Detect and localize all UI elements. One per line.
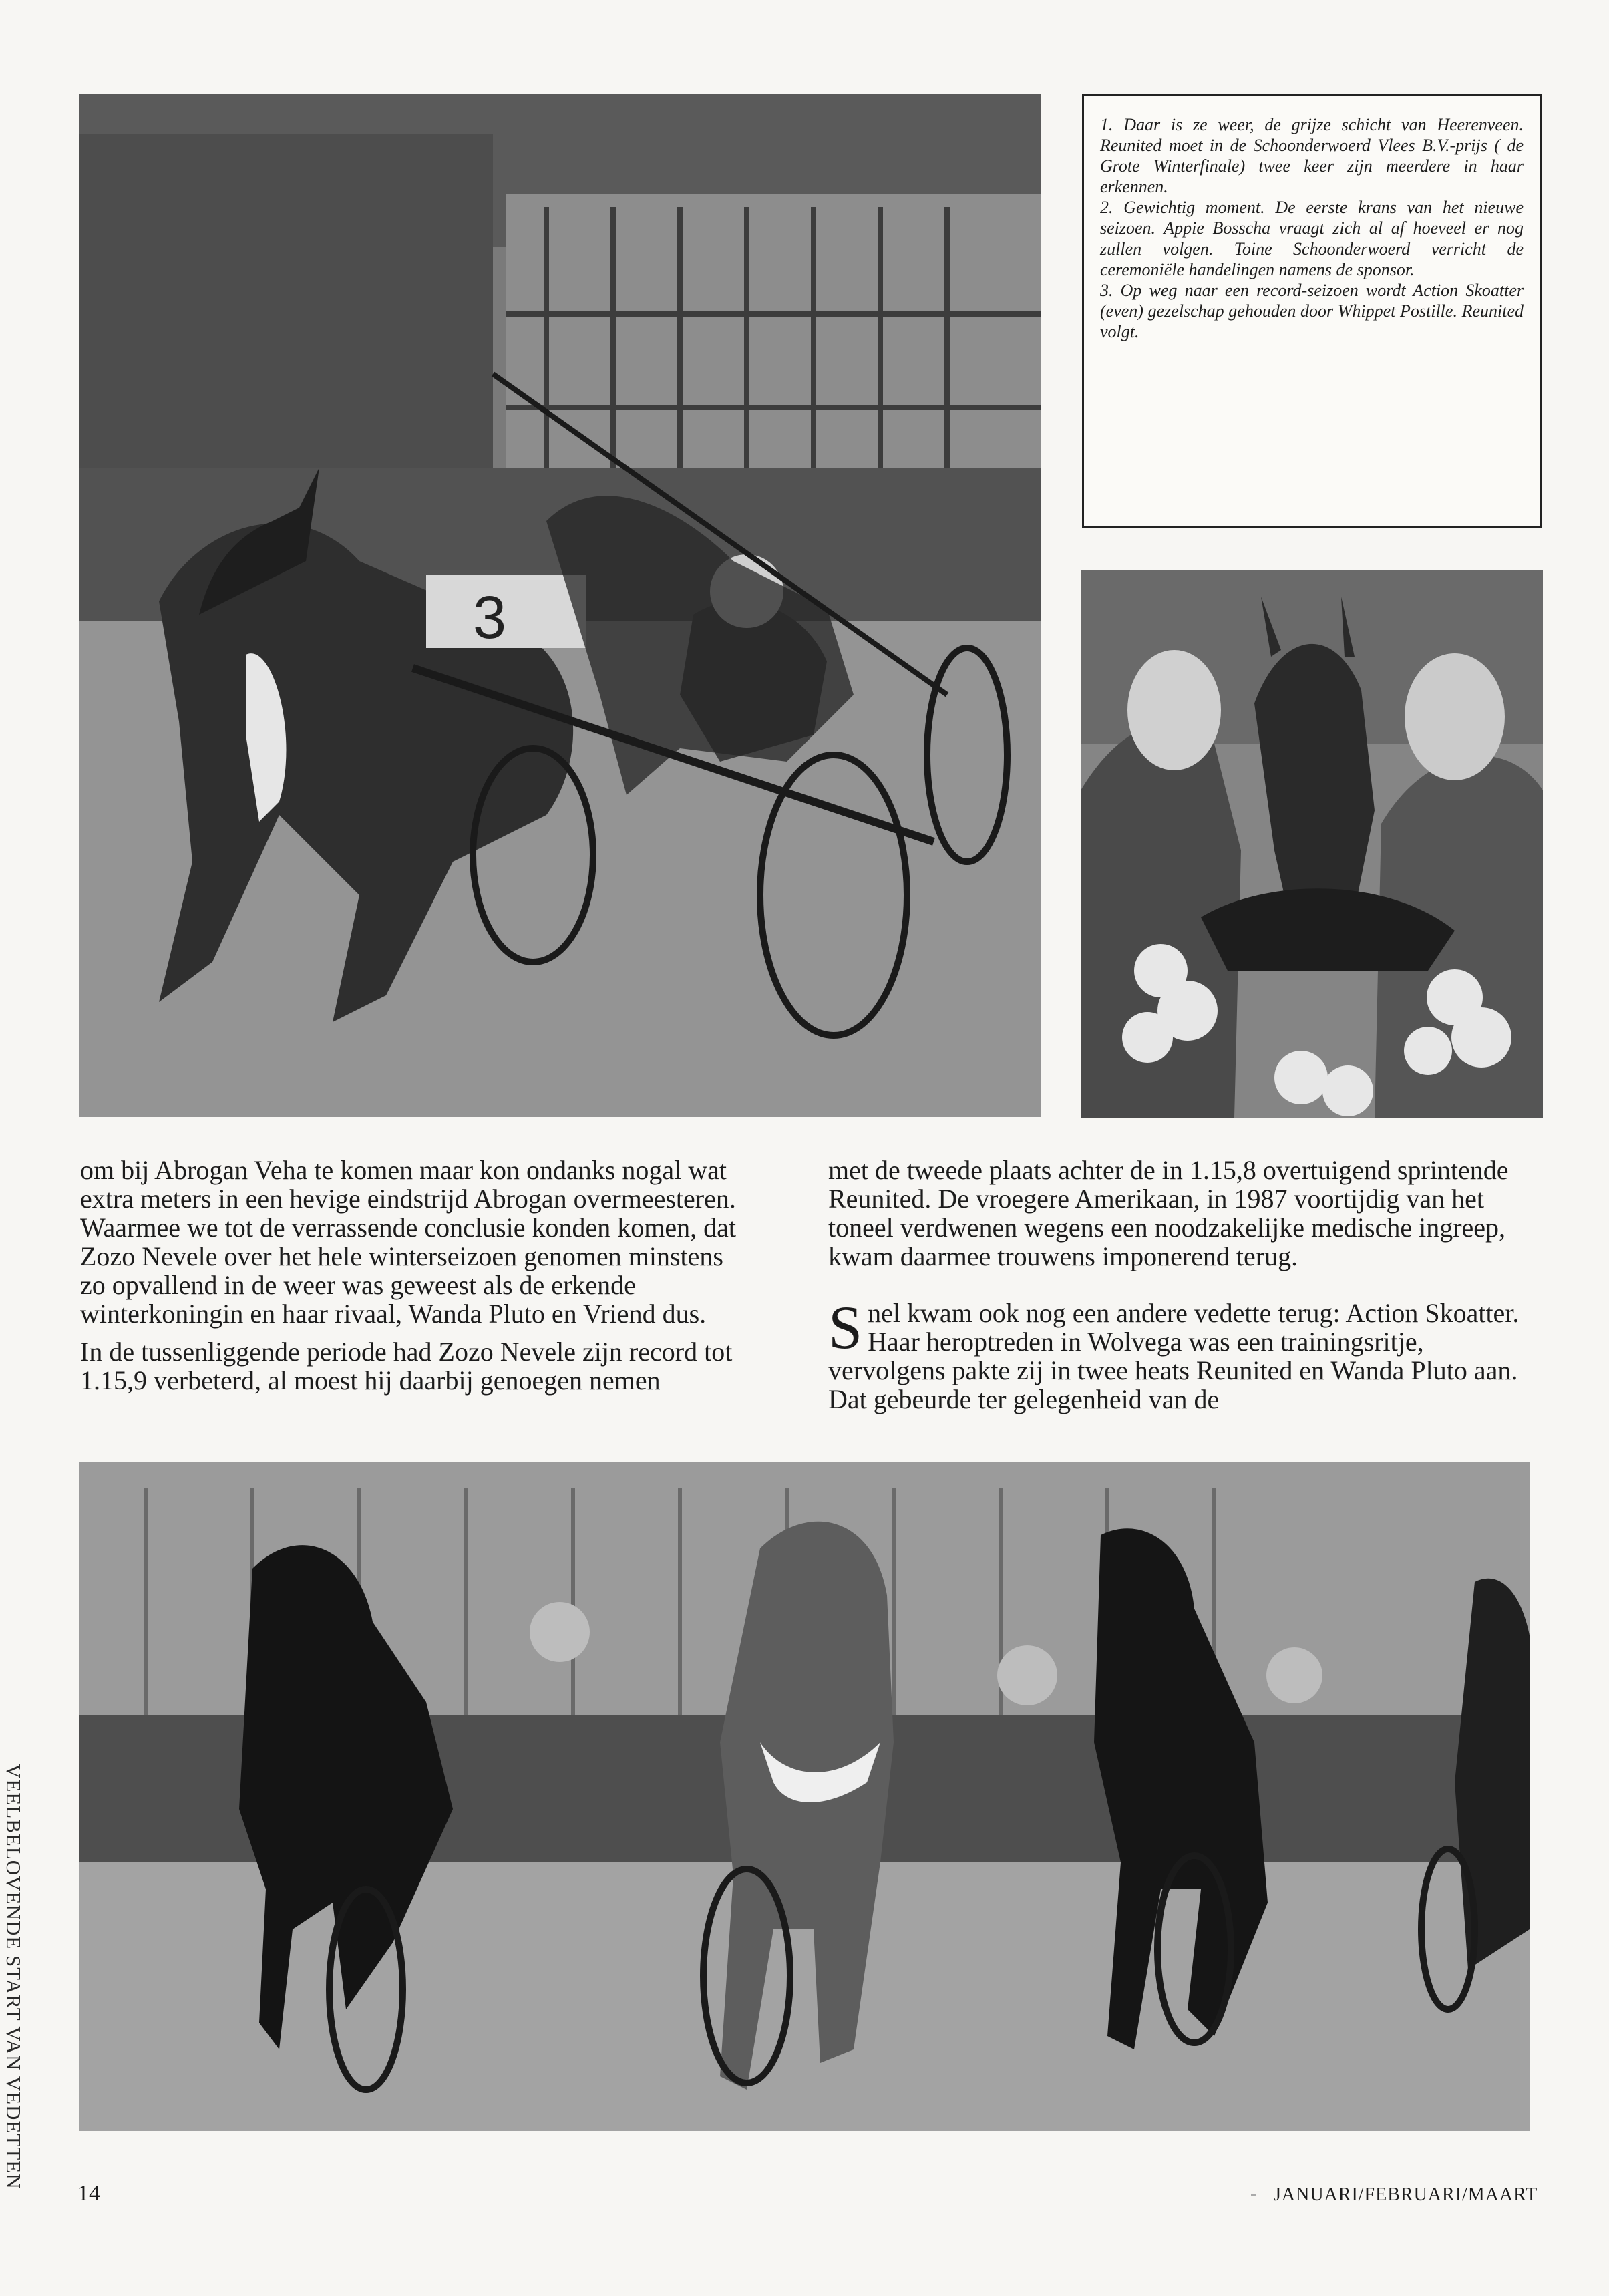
right-paragraph-1: met de tweede plaats achter de in 1.15,8 overtuigend sprintende Reunited. De vroegere Amerikaan, in 1987 voortijdig van het toneel verdwenen wegens een noodzakelijke medische ingreep, kwam daarmee trouwens imponerend terug. [828, 1155, 1509, 1271]
photo-race-finish-graphic [79, 94, 1041, 1117]
drop-cap: S [828, 1293, 863, 1361]
caption-1: 1. Daar is ze weer, de grijze schicht van Heerenveen. Reunited moet in de Schoonderwoerd Vlees B.V.-prijs ( de Grote Winterfinale) twee keer zijn meerdere in haar erkennen. [1100, 115, 1524, 196]
column-left [80, 1156, 748, 1404]
footer-issue: JANUARI/FEBRUARI/MAART [1274, 2184, 1538, 2205]
footer-dash [1251, 2194, 1256, 2196]
photo-race-horses [79, 1462, 1530, 2131]
photo-wreath-ceremony-graphic [1081, 570, 1543, 1118]
page-number: 14 [77, 2181, 100, 2206]
caption-box [1082, 94, 1542, 528]
photo-wreath-ceremony [1081, 570, 1543, 1118]
left-paragraph-1: om bij Abrogan Veha te komen maar kon ondanks nogal wat extra meters in een hevige eindstrijd Abrogan overmeesteren. Waarmee we tot de verrassende conclusie konden komen, dat Zozo Nevele over het hele winterseizoen genomen minstens zo opvallend in de weer was geweest als de erkende winterkoningin en haar rivaal, Wanda Pluto en Vriend dus. [80, 1155, 736, 1329]
caption-2: 2. Gewichtig moment. De eerste krans van het nieuwe seizoen. Appie Bosscha vraagt zich al af hoeveel er nog zullen volgen. Toine Schoonderwoerd verricht de ceremoniële handelingen namens de sponsor. [1100, 198, 1524, 279]
left-paragraph-2: In de tussenliggende periode had Zozo Nevele zijn record tot 1.15,9 verbeterd, al moest hij daarbij genoegen nemen [80, 1337, 733, 1396]
side-title: VEELBELOVENDE START VAN VEDETTEN [2, 1764, 25, 2190]
photo-race-horses-graphic [79, 1462, 1530, 2131]
right-paragraph-2: nel kwam ook nog een andere vedette terug: Action Skoatter. Haar heroptreden in Wolvega was een trainingsritje, vervolgens pakte zij in twee heats Reunited en Wanda Pluto aan. Dat gebeurde ter gelegenheid van de [828, 1298, 1519, 1414]
column-right [828, 1156, 1530, 1423]
caption-3: 3. Op weg naar een record-seizoen wordt Action Skoatter (even) gezelschap gehouden door Whippet Postille. Reunited volgt. [1100, 281, 1524, 341]
right-paragraph-2-container [828, 1293, 1530, 1414]
photo-race-finish [79, 94, 1041, 1117]
number-cloth-text: 3 [473, 585, 507, 651]
